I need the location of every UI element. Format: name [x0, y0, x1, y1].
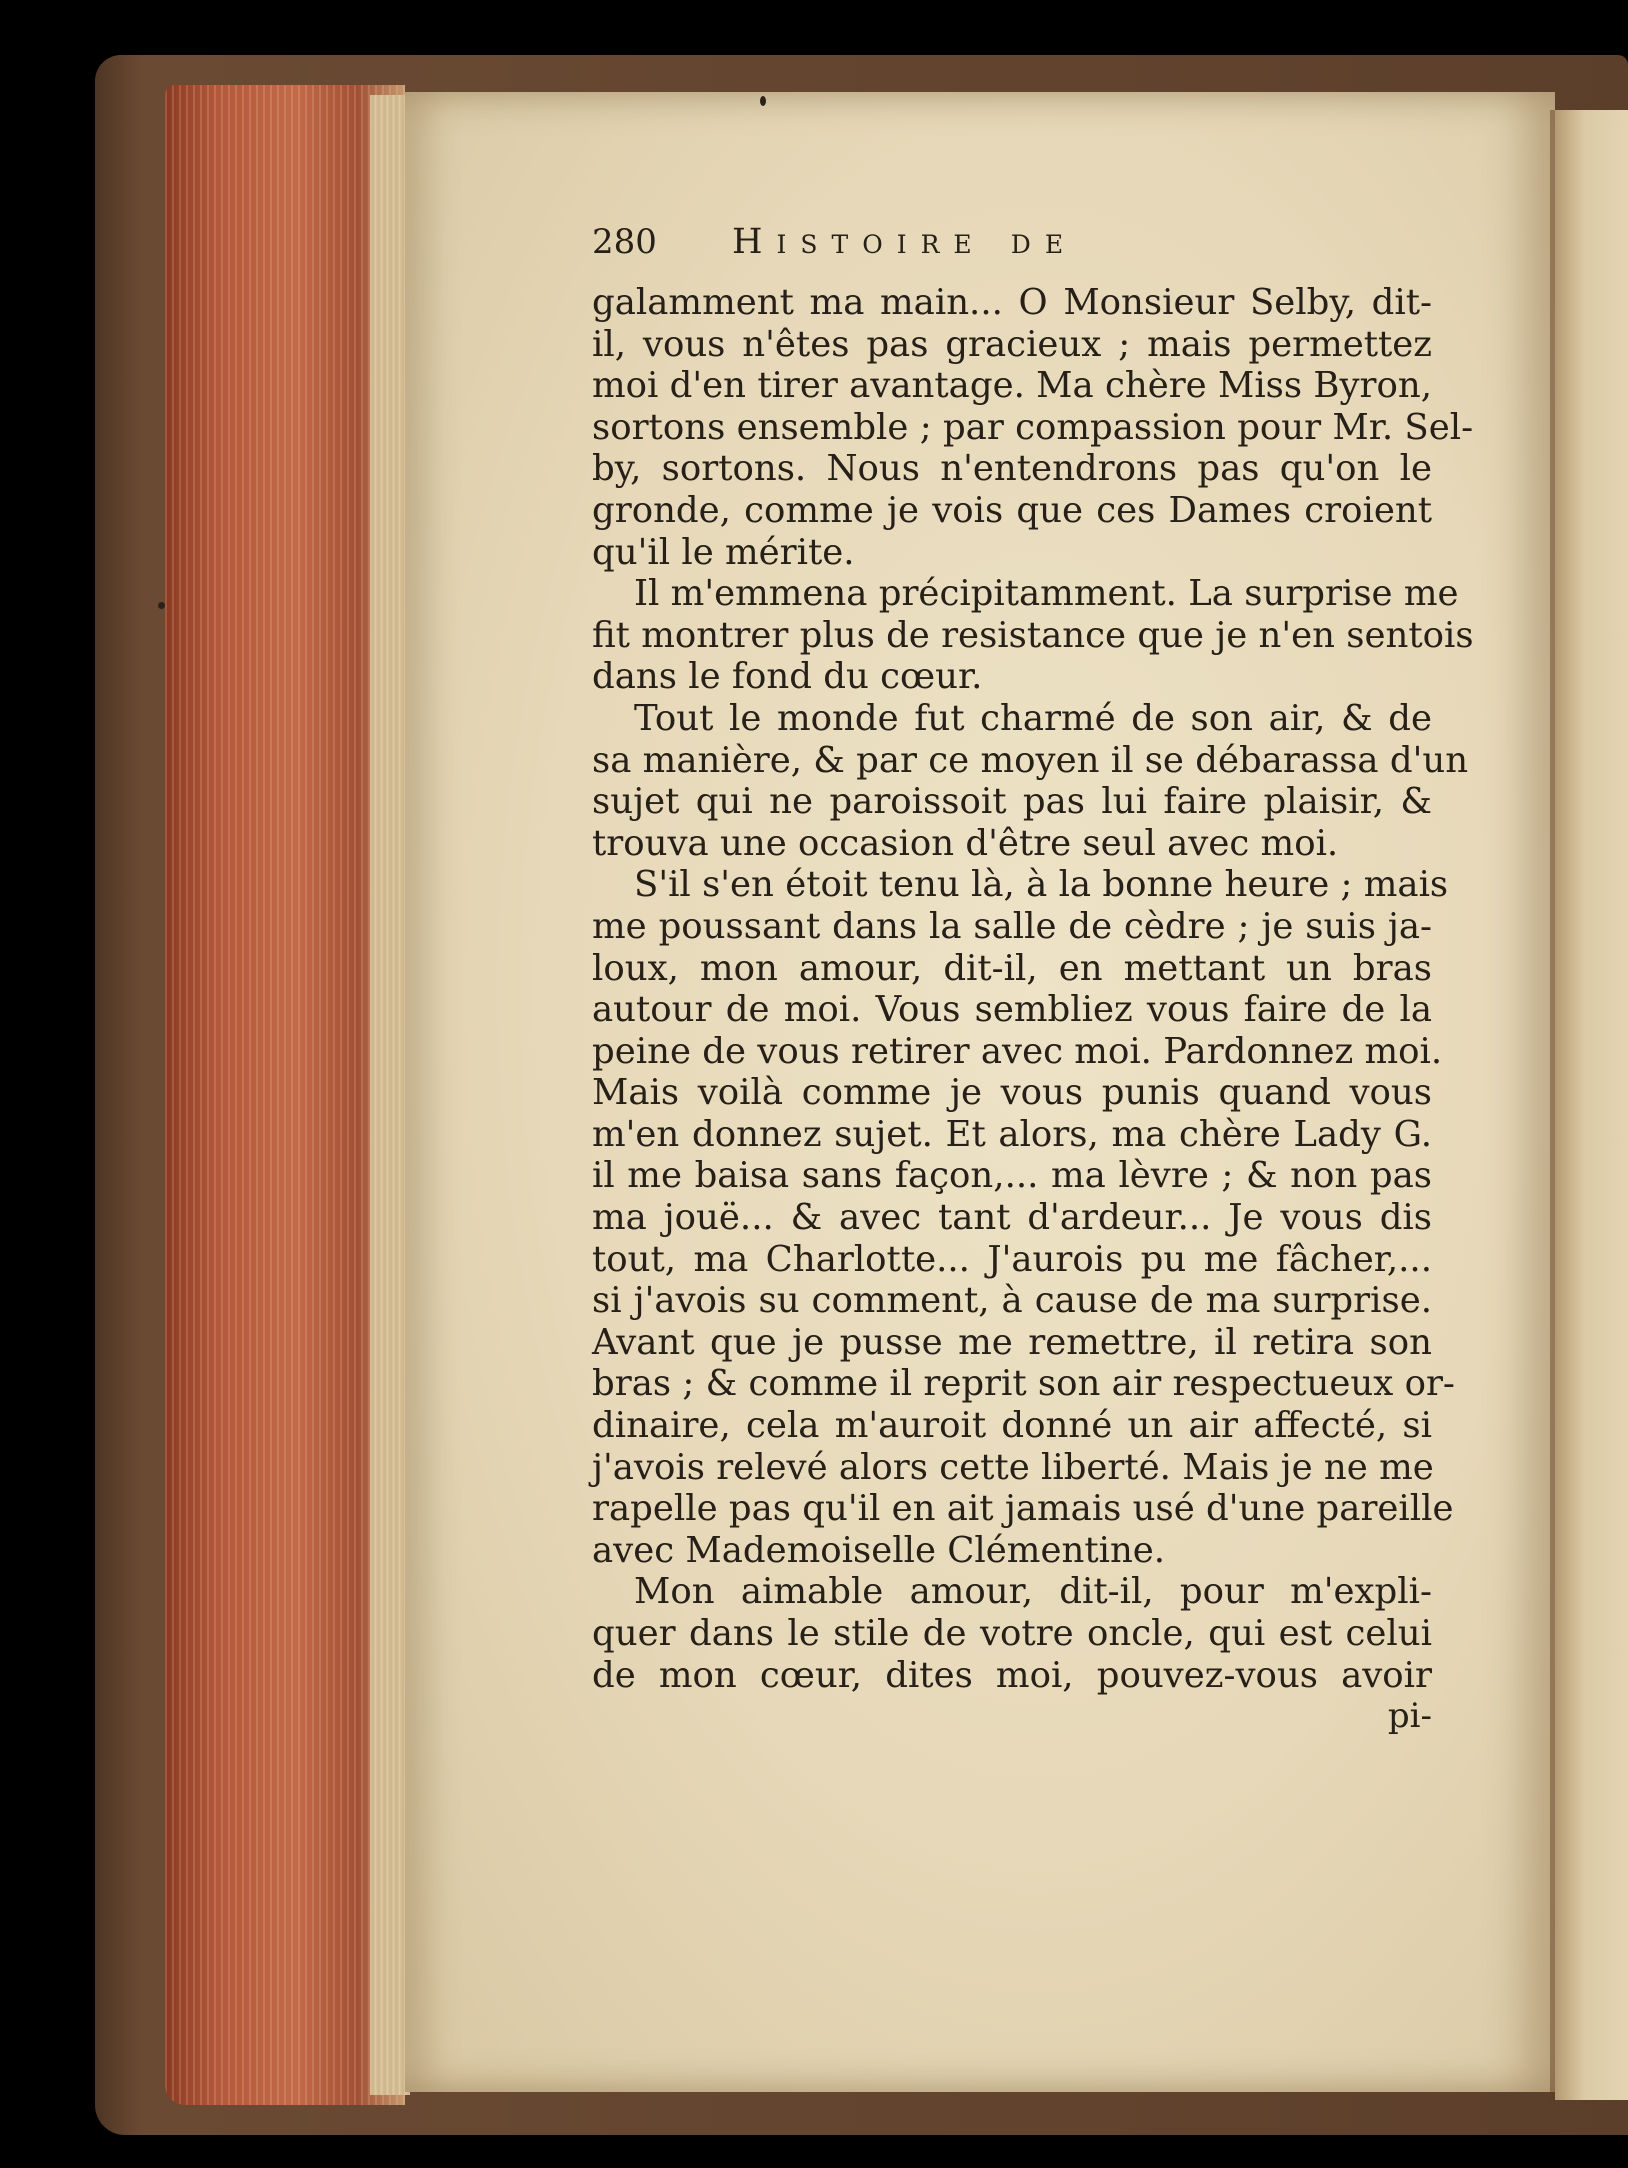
text-line: me poussant dans la salle de cèdre ; je suis ja- — [592, 905, 1432, 947]
page-block-edges — [165, 85, 405, 2105]
text-line: sortons ensemble ; par compassion pour Mr. Sel- — [592, 406, 1474, 448]
catchword: pi- — [1387, 1696, 1432, 1737]
text-line: galamment ma main... O Monsieur Selby, dit- — [592, 282, 1432, 323]
page-header — [592, 222, 1432, 272]
running-head: Histoire de — [732, 222, 1078, 262]
text-line: gronde, comme je vois que ces Dames croient — [592, 489, 1432, 531]
text-line: bras ; & comme il reprit son air respectueux or- — [592, 1363, 1455, 1405]
text-line: Mon aimable amour, dit-il, pour m'expli- — [634, 1571, 1432, 1613]
text-line: m'en donnez sujet. Et alors, ma chère Lady G. — [592, 1113, 1432, 1155]
text-line: sujet qui ne paroissoit pas lui faire plaisir, & — [592, 781, 1432, 823]
page-block-inner-edges — [370, 95, 410, 2095]
text-lines — [592, 282, 1474, 1696]
text-line: trouva une occasion d'être seul avec moi. — [592, 822, 1339, 864]
text-line: sa manière, & par ce moyen il se débarassa d'un — [592, 739, 1469, 781]
text-line: moi d'en tirer avantage. Ma chère Miss Byron, — [592, 365, 1433, 407]
text-line: qu'il le mérite. — [592, 531, 855, 573]
text-line: rapelle pas qu'il en ait jamais usé d'une pareille — [592, 1488, 1454, 1530]
page-number: 280 — [592, 222, 657, 262]
ink-speck — [158, 602, 165, 609]
text-line: Avant que je pusse me remettre, il retira son — [592, 1321, 1432, 1363]
text-line: de mon cœur, dites moi, pouvez-vous avoir — [592, 1654, 1432, 1696]
text-line: avec Mademoiselle Clémentine. — [592, 1529, 1166, 1571]
page-text-block — [592, 222, 1474, 1737]
text-line: j'avois relevé alors cette liberté. Mais je ne me — [592, 1446, 1434, 1488]
text-line: S'il s'en étoit tenu là, à la bonne heure ; mais — [634, 864, 1449, 906]
text-line: dans le fond du cœur. — [592, 656, 983, 698]
text-line: Tout le monde fut charmé de son air, & de — [634, 697, 1432, 739]
text-line: Il m'emmena précipitamment. La surprise me — [634, 573, 1459, 615]
text-line: autour de moi. Vous sembliez vous faire de la — [592, 989, 1432, 1031]
text-line: tout, ma Charlotte... J'aurois pu me fâcher,... — [592, 1238, 1432, 1280]
text-line: ma jouë... & avec tant d'ardeur... Je vous dis — [592, 1197, 1432, 1239]
text-line: loux, mon amour, dit-il, en mettant un bras — [592, 947, 1432, 989]
text-line: il, vous n'êtes pas gracieux ; mais permettez — [592, 323, 1432, 365]
text-line: peine de vous retirer avec moi. Pardonnez moi. — [592, 1030, 1443, 1072]
text-line: by, sortons. Nous n'entendrons pas qu'on le — [592, 448, 1432, 490]
text-line: si j'avois su comment, à cause de ma surprise. — [592, 1280, 1432, 1322]
text-line: quer dans le stile de votre oncle, qui est celui — [592, 1613, 1432, 1654]
text-line: il me baisa sans façon,... ma lèvre ; & non pas — [592, 1155, 1432, 1197]
right-page-edge — [1555, 110, 1628, 2100]
ink-speck — [760, 96, 766, 106]
text-line: Mais voilà comme je vous punis quand vous — [592, 1072, 1432, 1114]
text-line: dinaire, cela m'auroit donné un air affecté, si — [592, 1405, 1432, 1447]
text-line: fit montrer plus de resistance que je n'en sentois — [592, 614, 1474, 656]
